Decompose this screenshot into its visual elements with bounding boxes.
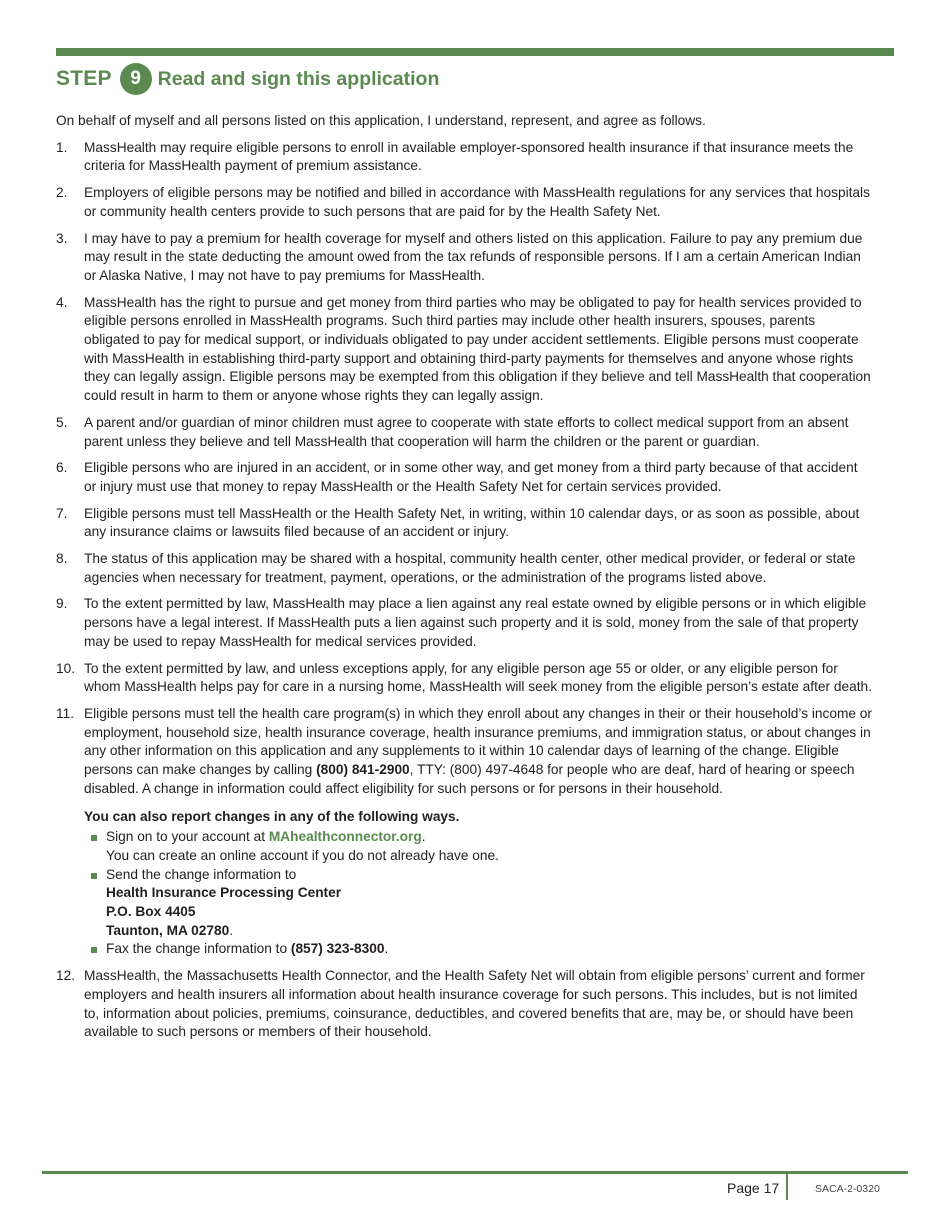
item-text: MassHealth, the Massachusetts Health Connector, and the Health Safety Net will obtain from eligible persons’ current and former employers and health insurers all information about health insurance coverage for such persons. This includes, but is not limited to, information about policies, premiums, coinsurance, deductibles, and covered benefits that are, may be, or should have been available to such persons or members of their household. xyxy=(84,968,865,1040)
form-code: SACA-2-0320 xyxy=(815,1183,880,1195)
item-text: MassHealth has the right to pursue and get money from third parties who may be obligated to pay for health services provided to eligible persons enrolled in MassHealth programs. Such third parties may include other health insurers, spouses, parents obligated to pay for medical support, or individuals obligated to pay under accident settlements. Eligible persons must cooperate with MassHealth in establishing third-party support and obtaining third-party payments for themselves and anyone whose rights they can legally assign. Eligible persons may be exempted from this obligation if they believe and tell MassHealth that cooperation could result in harm to them or anyone whose rights they can legally assign. xyxy=(84,294,871,404)
step-label: STEP xyxy=(56,67,112,90)
item-text: , TTY: (800) 497-4648 for people who are deaf, hard of hearing or speech disabled. A change in information could affect eligibility for such persons or for persons in their household. xyxy=(84,762,855,796)
list-item xyxy=(56,139,872,176)
item-text: Employers of eligible persons may be notified and billed in accordance with MassHealth regulations for any services that hospitals or community health centers provide to such persons that are paid for by the Health Safety Net. xyxy=(84,185,870,219)
bullet-text: . xyxy=(421,829,426,845)
report-changes-heading: You can also report changes in any of the following ways. xyxy=(84,808,460,824)
bullet-item-fax xyxy=(84,940,872,959)
list-item xyxy=(56,294,872,406)
bullet-item-online xyxy=(84,828,872,865)
bullet-text: . xyxy=(229,922,234,938)
agreement-list xyxy=(56,139,872,1042)
footer-rule xyxy=(42,1171,908,1174)
item-number: 3. xyxy=(56,230,68,246)
bullet-square-icon xyxy=(91,835,97,841)
bullet-square-icon xyxy=(91,873,97,879)
list-item xyxy=(56,660,872,697)
top-rule xyxy=(56,48,894,56)
page-number: Page 17 xyxy=(727,1180,780,1196)
report-changes-section xyxy=(84,808,872,960)
document-body xyxy=(56,112,872,1050)
item-text: MassHealth may require eligible persons to enroll in available employer-sponsored health insurance if that insurance meets the criteria for MassHealth payment of premium assistance. xyxy=(84,139,854,174)
bullet-item-mail xyxy=(84,866,872,941)
item-number: 11. xyxy=(56,705,75,721)
page-title: Read and sign this application xyxy=(157,67,440,90)
item-text: I may have to pay a premium for health coverage for myself and others listed on this application. Failure to pay any premium due may result in the state deducting the amount owed from the tax refunds of responsible persons. If I am a certain American Indian or Alaska Native, I may not have to pay premiums for MassHealth. xyxy=(84,230,863,283)
bullet-square-icon xyxy=(91,947,97,953)
bullet-text: Sign on to your account at xyxy=(106,829,269,845)
item-text: To the extent permitted by law, and unless exceptions apply, for any eligible person age 55 or older, or any eligible person for whom MassHealth helps pay for care in a nursing home, MassHealth will seek money from the eligible person’s estate after death. xyxy=(84,660,872,695)
intro-paragraph: On behalf of myself and all persons listed on this application, I understand, represent, and agree as follows. xyxy=(56,113,706,128)
list-item xyxy=(56,505,872,542)
report-methods-list xyxy=(84,828,872,959)
item-number: 10. xyxy=(56,660,76,676)
bullet-text: Fax the change information to xyxy=(106,941,291,957)
list-item xyxy=(56,459,872,496)
item-text: To the extent permitted by law, MassHealth may place a lien against any real estate owned by eligible persons or in which eligible persons have a legal interest. If MassHealth puts a lien against such property and it is sold, money from the sale of that property may be used to repay MassHealth for medical services provided. xyxy=(84,596,867,649)
list-item xyxy=(56,595,872,651)
bullet-text: . xyxy=(384,941,389,957)
list-item xyxy=(56,230,872,286)
bullet-text: Send the change information to xyxy=(106,866,297,882)
list-item xyxy=(56,184,872,221)
item-number: 2. xyxy=(56,185,68,201)
address-line: Health Insurance Processing Center xyxy=(106,885,342,901)
item-text: Eligible persons must tell MassHealth or the Health Safety Net, in writing, within 10 calendar days, or as soon as possible, about any insurance claims or lawsuits filed because of an accident or injury. xyxy=(84,505,860,540)
list-item xyxy=(56,967,872,1042)
step-header xyxy=(56,63,439,95)
bullet-text: You can create an online account if you do not already have one. xyxy=(106,847,499,863)
address-line: P.O. Box 4405 xyxy=(106,904,196,920)
item-text: Eligible persons who are injured in an accident, or in some other way, and get money from a third party because of that accident or injury must use that money to repay MassHealth or the Health Safety Net for certain services provided. xyxy=(84,460,858,494)
fax-number: (857) 323-8300 xyxy=(290,941,385,957)
item-number: 8. xyxy=(56,551,68,567)
item-text: The status of this application may be shared with a hospital, community health center, other medical provider, or federal or state agencies when necessary for treatment, payment, operations, or the administration of the programs listed above. xyxy=(84,551,856,585)
phone-number: (800) 841-2900 xyxy=(316,762,410,778)
address-line: Taunton, MA 02780 xyxy=(106,922,230,938)
item-text: A parent and/or guardian of minor children must agree to cooperate with state efforts to collect medical support from an absent parent unless they believe and tell MassHealth that cooperation will harm the children or the parent or guardian. xyxy=(84,414,849,449)
item-number: 12. xyxy=(56,968,76,984)
list-item xyxy=(56,550,872,587)
item-number: 7. xyxy=(56,505,68,521)
website-link[interactable]: MAhealthconnector.org xyxy=(268,829,422,845)
item-number: 1. xyxy=(56,139,68,155)
item-number: 4. xyxy=(56,294,68,310)
item-number: 9. xyxy=(56,596,68,612)
list-item-changes xyxy=(56,705,872,959)
step-number-badge: 9 xyxy=(120,63,152,95)
item-number: 6. xyxy=(56,460,68,476)
item-number: 5. xyxy=(56,414,68,430)
footer-divider xyxy=(786,1174,788,1200)
list-item xyxy=(56,414,872,451)
item-text: Eligible persons must tell the health care program(s) in which they enroll about any changes in their or their household’s income or employment, household size, health insurance coverage, health insurance premiums, and immigration status, or about changes in any other information on this application and any supplements to it within 10 calendar days of learning of the change. Eligible persons can make changes by calling xyxy=(84,705,872,778)
